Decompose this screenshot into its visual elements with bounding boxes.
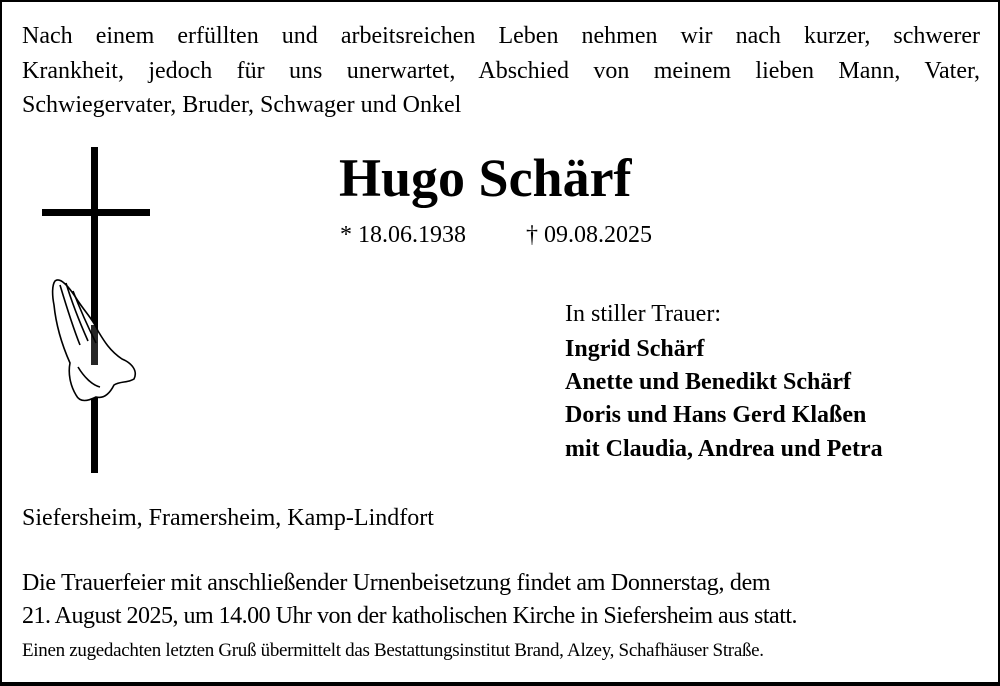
places-line: Siefersheim, Framersheim, Kamp-Lindfort bbox=[22, 505, 434, 531]
intro-line-1: Nach einem erfüllten und arbeitsreichen Leben nehmen wir nach kurzer, schwerer bbox=[22, 23, 980, 49]
mourner-name: Anette und Benedikt Schärf bbox=[565, 369, 852, 395]
funeral-home-note: Einen zugedachten letzten Gruß übermittelt das Bestattungsinstitut Brand, Alzey, Schafhäuser Straße. bbox=[22, 640, 764, 661]
birth-date: * 18.06.1938 bbox=[340, 222, 466, 248]
mourner-name: Ingrid Schärf bbox=[565, 336, 705, 362]
deceased-name: Hugo Schärf bbox=[339, 148, 632, 208]
ceremony-line-1: Die Trauerfeier mit anschließender Urnenbeisetzung findet am Donnerstag, dem bbox=[22, 570, 771, 596]
death-date: † 09.08.2025 bbox=[526, 222, 652, 248]
intro-line-3: Schwiegervater, Bruder, Schwager und Onkel bbox=[22, 92, 462, 118]
cross-with-praying-hands-icon bbox=[40, 145, 152, 475]
mourners-heading: In stiller Trauer: bbox=[565, 301, 721, 327]
ceremony-line-2: 21. August 2025, um 14.00 Uhr von der katholischen Kirche in Siefersheim aus statt. bbox=[22, 603, 798, 629]
mourner-name: Doris und Hans Gerd Klaßen bbox=[565, 402, 867, 428]
intro-line-2: Krankheit, jedoch für uns unerwartet, Abschied von meinem lieben Mann, Vater, bbox=[22, 58, 980, 84]
mourner-name: mit Claudia, Andrea und Petra bbox=[565, 436, 883, 462]
